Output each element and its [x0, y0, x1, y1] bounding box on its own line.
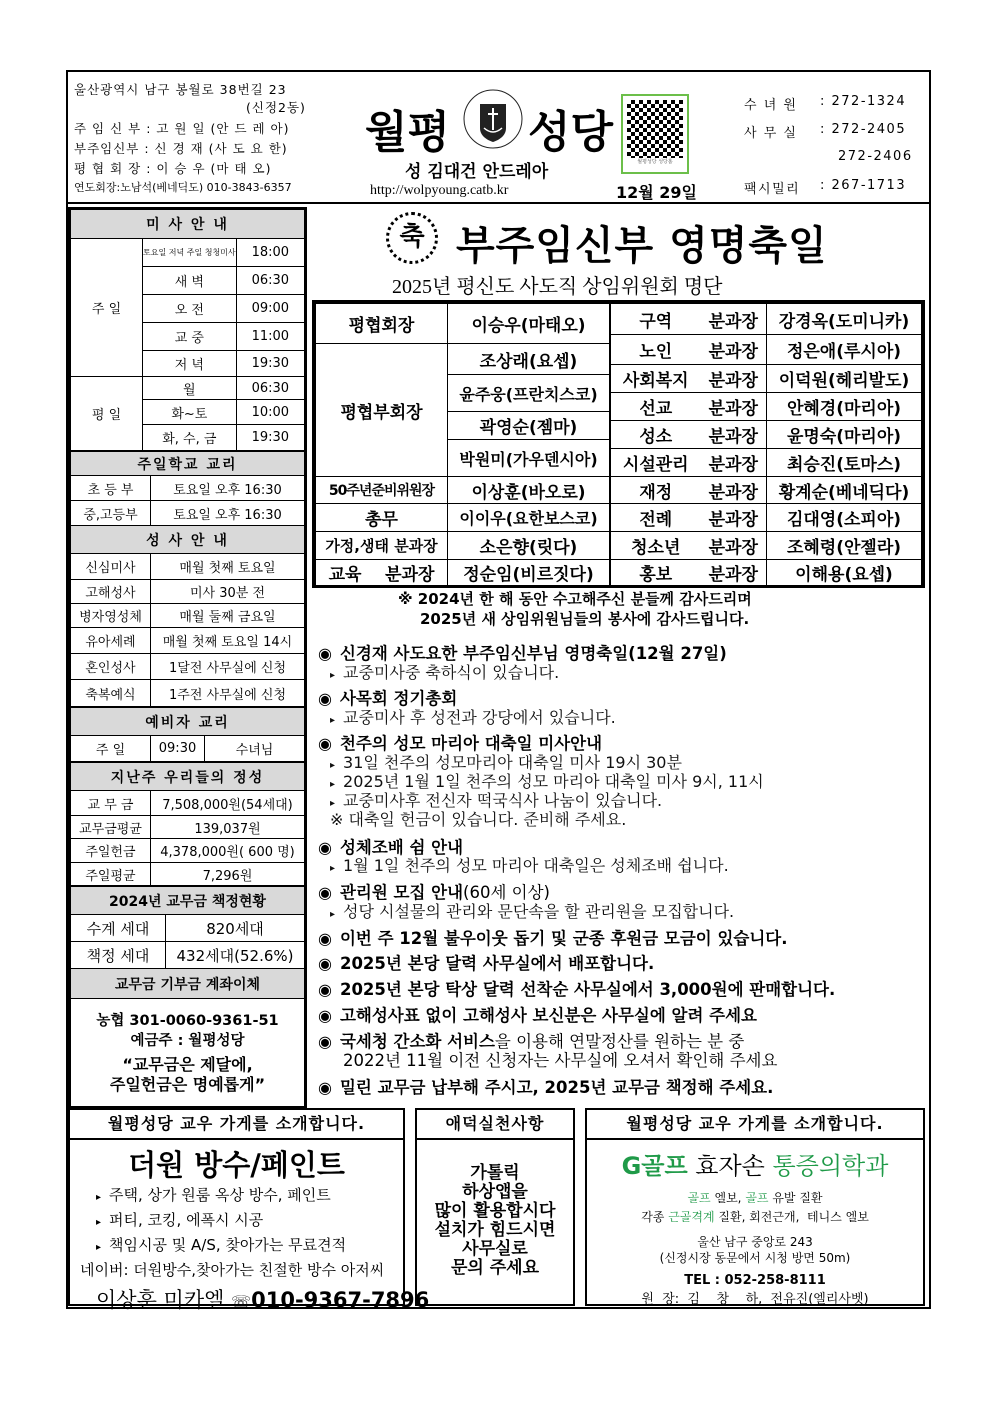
catechumen-heading: 예비자 교리: [71, 708, 305, 736]
church-name-right: 성당: [528, 107, 614, 158]
department-title: 분과장: [701, 532, 767, 560]
notice-title: 천주의 성모 마리아 대축일 미사안내: [339, 734, 603, 753]
committee-role: 평협부회장: [316, 344, 448, 477]
catechumen-day: 주 일: [71, 736, 151, 762]
notice-title: 성체조배 쉼 안내: [339, 838, 464, 857]
notice-continuation: 2022년 11월 이전 신청자는 사무실에 오셔서 확인해 주세요: [343, 1051, 778, 1070]
notice-detail-text: 교중미사 후 성전과 강당에서 있습니다.: [343, 708, 616, 727]
committee-departments: [610, 303, 922, 585]
clinic-name-c: 통증의학과: [772, 1152, 889, 1180]
shop-ad-2: [585, 1108, 925, 1306]
committee-member: 이이우(요한보스코): [448, 504, 610, 532]
department-head: 이해용(요셉): [767, 560, 922, 586]
charity-box: [415, 1108, 575, 1306]
charity-heading: 애덕실천사항: [417, 1110, 573, 1140]
clinic-text: 질환, 회전근개, 테니스 엘보: [718, 1210, 869, 1224]
charity-line: 설치가 힘드시면: [434, 1220, 556, 1240]
clinic-name-b: 효자손: [695, 1152, 765, 1180]
department-title: 분과장: [701, 560, 767, 586]
sacrament-info: 매월 첫째 토요일 14시: [151, 628, 305, 654]
notice-detail-text: 31일 천주의 성모마리아 대축일 미사 19시 30분: [343, 753, 682, 772]
phone-office-2: 272-2406: [838, 149, 913, 164]
department-title: 분과장: [701, 304, 767, 335]
celebrate-glyph: 축: [399, 222, 425, 252]
page-title: 부주임신부 영명축일: [456, 223, 828, 269]
mass-name: 교 중: [143, 323, 237, 351]
committee-member: 이승우(마태오): [448, 304, 610, 344]
website-link[interactable]: http://wolpyoung.catb.kr: [370, 183, 509, 198]
bullet-icon: ◉: [318, 1006, 332, 1025]
committee-member: 곽영순(젬마): [448, 412, 610, 440]
qr-caption: 월평성당 성당홈: [637, 159, 673, 165]
account-info: [71, 999, 305, 1107]
sacrament-name: 고해성사: [71, 580, 151, 604]
department-row: [611, 393, 922, 421]
clinic-text: 근골격계: [668, 1210, 715, 1224]
mass-time: 11:00: [236, 323, 304, 351]
pledge-value: 820세대: [166, 915, 305, 942]
charity-line: 문의 주세요: [450, 1258, 540, 1278]
mass-name: 저 녁: [143, 351, 237, 377]
department-head: 이덕원(헤리발도): [767, 365, 922, 393]
offering-value: 4,378,000원( 600 명): [151, 839, 305, 863]
phone-convent-label: 수 녀 원: [744, 98, 798, 113]
notice-detail: [330, 807, 626, 830]
sacrament-info: 매월 첫째 토요일: [151, 554, 305, 580]
clinic-address-detail: (신정시장 동문에서 시청 방면 50m): [659, 1251, 851, 1265]
transfer-heading: 교무금 기부금 계좌이체: [71, 969, 305, 999]
notice-detail-text: 1월 1일 천주의 성모 마리아 대축일은 성체조배 쉽니다.: [343, 856, 729, 875]
offering-name: 교 무 금: [71, 791, 151, 816]
church-logo-icon: [462, 86, 524, 152]
department-row: [611, 421, 922, 449]
notice-title: 이번 주 12월 불우이웃 돕기 및 군종 후원금 모금이 있습니다.: [339, 929, 788, 948]
phone-icon: ☏: [231, 1292, 252, 1311]
mass-schedule-heading: 미 사 안 내: [71, 210, 305, 239]
sunday-label: 주 일: [71, 239, 143, 377]
offering-name: 주일헌금: [71, 839, 151, 863]
department-row: [611, 504, 922, 532]
notice-item: [318, 925, 788, 949]
department-table: [610, 303, 922, 586]
offering-name: 교무금평균: [71, 816, 151, 839]
bullet-icon: ◉: [318, 954, 332, 973]
department-row: [611, 449, 922, 477]
school-time: 토요일 오후 16:30: [151, 501, 305, 526]
department-head: 최승진(토마스): [767, 449, 922, 477]
department-head: 김대영(소피아): [767, 504, 922, 532]
catechumen-table: [70, 707, 305, 762]
department-title: 분과장: [701, 335, 767, 365]
department-name: 노인: [611, 335, 701, 365]
department-name: 전례: [611, 504, 701, 532]
sacrament-heading: 성 사 안 내: [71, 526, 305, 554]
shop-ad-1: [68, 1108, 430, 1312]
committee-member: 박원미(가우덴시아): [448, 440, 610, 477]
bullet-icon: ◉: [318, 838, 332, 857]
sacrament-info: 1주전 사무실에 신청: [151, 680, 305, 707]
arrow-icon: ▸: [330, 715, 336, 726]
arrow-icon: ▸: [330, 779, 336, 790]
department-row: [611, 532, 922, 560]
department-head: 안혜경(마리아): [767, 393, 922, 421]
sunday-school-heading: 주일학교 교리: [71, 452, 305, 476]
department-name: 청소년: [611, 532, 701, 560]
department-row: [611, 304, 922, 335]
clinic-address: 울산 남구 중앙로 243: [697, 1235, 813, 1249]
department-row: [611, 560, 922, 586]
offering-heading: 지난주 우리들의 정성: [71, 763, 305, 791]
mass-schedule-table: [70, 209, 305, 451]
bullet-icon: ◉: [318, 980, 332, 999]
catechumen-time: 09:30: [151, 736, 205, 762]
shop-ad-heading: 월평성당 교우 가게를 소개합니다.: [70, 1110, 403, 1140]
bullet-icon: ◉: [318, 929, 332, 948]
clinic-text: 골프: [745, 1191, 769, 1205]
notice-detail: [330, 899, 734, 922]
arrow-icon: ▸: [330, 863, 336, 874]
sacrament-name: 병자영성체: [71, 604, 151, 628]
mass-time: 19:30: [236, 351, 304, 377]
charity-line: 많이 활용합시다: [434, 1201, 556, 1221]
bullet-icon: ◉: [318, 689, 332, 708]
pledge-table: [70, 886, 305, 1107]
shop-owner: 이상훈 미카엘: [96, 1288, 225, 1312]
bullet-icon: ◉: [318, 1078, 332, 1097]
department-head: 조혜령(안젤라): [767, 532, 922, 560]
shop-service-text: 주택, 상가 원룸 옥상 방수, 페인트: [109, 1186, 331, 1204]
shop-service-text: 퍼티, 코킹, 에폭시 시공: [109, 1211, 264, 1229]
offering-table: [70, 762, 305, 886]
sacrament-name: 유아세례: [71, 628, 151, 654]
mass-name: 월: [143, 377, 237, 400]
committee-member: 이상훈(바오로): [448, 477, 610, 504]
offering-value: 139,037원: [151, 816, 305, 839]
mass-time: 18:00: [236, 239, 304, 267]
committee-role: 평협회장: [316, 304, 448, 344]
shop-service-text: 책임시공 및 A/S, 찾아가는 무료견적: [109, 1236, 347, 1254]
clinic-text: 엘보,: [714, 1191, 742, 1205]
address-district: (신정2동): [246, 100, 306, 115]
notice-item: [318, 976, 835, 1000]
mass-time: 10:00: [236, 400, 304, 425]
arrow-icon: ▸: [96, 1217, 102, 1228]
mass-name: 화~토: [143, 400, 237, 425]
left-info-column: [68, 207, 307, 1109]
department-name: 홍보: [611, 560, 701, 586]
offering-name: 주일평균: [71, 863, 151, 886]
notice-title: 고해성사표 없이 고해성사 보신분은 사무실에 알려 주세요: [339, 1006, 757, 1025]
mass-name: 토요일 저녁 주일 청청미사: [143, 239, 237, 267]
sacrament-info: 1달전 사무실에 신청: [151, 654, 305, 680]
notice-title: 국세청 간소화 서비스: [339, 1032, 495, 1051]
bullet-icon: ◉: [318, 883, 332, 902]
address: 울산광역시 남구 봉월로 38번길 23: [74, 82, 287, 97]
committee-officers: [315, 303, 610, 586]
sacrament-info: 미사 30분 전: [151, 580, 305, 604]
shop-service: [96, 1184, 403, 1209]
clinic-text: 유발 질환: [772, 1191, 823, 1205]
department-head: 황계순(베네딕다): [767, 477, 922, 504]
mass-time: 06:30: [236, 267, 304, 295]
notice-title: 밀린 교무금 납부해 주시고, 2025년 교무금 책정해 주세요.: [339, 1078, 774, 1097]
shop-service: [96, 1234, 403, 1259]
department-head: 윤명숙(마리아): [767, 421, 922, 449]
phone-office: : 272-2405: [820, 122, 907, 137]
catechumen-teacher: 수녀님: [205, 736, 305, 762]
offering-value: 7,296원: [151, 863, 305, 886]
notice-note: (60세 이상): [463, 883, 550, 902]
notice-detail-text: 교중미사중 축하식이 있습니다.: [343, 663, 560, 682]
slogan-line-1: “교무금은 제달에,: [122, 1054, 253, 1074]
mass-name: 오 전: [143, 295, 237, 323]
school-grade: 중,고등부: [71, 501, 151, 526]
department-name: 선교: [611, 393, 701, 421]
clinic-phone: TEL : 052-258-8111: [684, 1273, 826, 1288]
account-holder: 예금주 : 월평성당: [130, 1032, 245, 1049]
notice-title: 2025년 본당 달력 사무실에서 배포합니다.: [339, 954, 655, 973]
fax-label: 팩시밀리: [744, 182, 801, 197]
offering-value: 7,508,000원(54세대): [151, 791, 305, 816]
charity-line: 사무실로: [462, 1239, 528, 1259]
notice-detail-text: ※ 대축일 헌금이 있습니다. 준비해 주세요.: [330, 810, 627, 829]
arrow-icon: ▸: [330, 760, 336, 771]
charity-line: 하상앱을: [462, 1182, 528, 1202]
pledge-heading: 2024년 교무금 책정현황: [71, 887, 305, 915]
clinic-text: 각종: [641, 1210, 665, 1224]
notice-detail-text: 성당 시설물의 관리와 문단속을 할 관리원을 모집합니다.: [343, 902, 735, 921]
committee-role: 교육 분과장: [316, 560, 448, 586]
shop-naver: 네이버: 더원방수,찾아가는 친절한 방수 아저씨: [80, 1261, 385, 1279]
bullet-icon: ◉: [318, 734, 332, 753]
charity-line: 가톨릭: [470, 1163, 520, 1183]
department-title: 분과장: [701, 504, 767, 532]
notice-detail: [330, 853, 729, 876]
shop-ad-heading: 월평성당 교우 가게를 소개합니다.: [587, 1110, 923, 1140]
department-row: [611, 477, 922, 504]
committee-member: 윤주웅(프란치스코): [448, 375, 610, 412]
notice-title: 사목회 정기총회: [339, 689, 458, 708]
celebration-wreath-icon: [386, 212, 438, 264]
bullet-icon: ◉: [318, 644, 332, 663]
committee-role: 가정,생태 분과장: [316, 532, 448, 560]
committee-member: 소은향(릿다): [448, 532, 610, 560]
qr-code[interactable]: [621, 94, 689, 174]
church-name-left: 월평: [365, 107, 451, 158]
notice-title: 2025년 본당 탁상 달력 선착순 사무실에서 3,000원에 판매합니다.: [339, 980, 836, 999]
fax-number: : 267-1713: [820, 178, 907, 193]
arrow-icon: ▸: [96, 1192, 102, 1203]
clinic-name-a: G골프: [621, 1152, 688, 1180]
thanks-line-1: ※ 2024년 한 해 동안 수고해주신 분들께 감사드리며: [398, 590, 752, 608]
school-time: 토요일 오후 16:30: [151, 476, 305, 501]
notice-text: 을 이용해 연말정산를 원하는 분 중: [494, 1032, 745, 1051]
slogan-line-2: 주일헌금은 명예롭게”: [109, 1074, 266, 1094]
patron-saint: 성 김대건 안드레아: [405, 162, 549, 182]
account-number: 농협 301-0060-9361-51: [96, 1012, 279, 1029]
notice-title: 관리원 모집 안내: [339, 883, 464, 902]
mass-name: 새 벽: [143, 267, 237, 295]
header-divider: [66, 202, 931, 204]
charity-text: [417, 1164, 573, 1278]
bullet-icon: ◉: [318, 1032, 332, 1051]
arrow-icon: ▸: [330, 798, 336, 809]
department-name: 구역: [611, 304, 701, 335]
committee-role: 총무: [316, 504, 448, 532]
shop-service: [96, 1209, 403, 1234]
thanks-line-2: 2025년 새 상임위원님들의 봉사에 감사드립니다.: [420, 610, 750, 628]
department-title: 분과장: [701, 393, 767, 421]
council-president: 평 협 회 장 : 이 승 우 (마 태 오): [74, 161, 272, 176]
pledge-name: 수계 세대: [71, 915, 166, 942]
sunday-school-table: [70, 451, 305, 707]
notice-detail-text: 2025년 1월 1일 천주의 성모 마리아 대축일 미사 9시, 11시: [343, 772, 764, 791]
phone-convent: : 272-1324: [820, 94, 907, 109]
notice-item: [318, 1002, 757, 1026]
notice-detail: [330, 705, 616, 728]
clinic-text: 골프: [687, 1191, 711, 1205]
notice-title: 신경재 사도요한 부주임신부님 영명축일(12월 27일): [339, 644, 727, 663]
clinic-director: 원 장: 김 창 하, 전유진(엘리사벳): [641, 1292, 869, 1307]
arrow-icon: ▸: [96, 1242, 102, 1253]
department-head: 정은애(루시아): [767, 335, 922, 365]
assistant-pastor: 부주임신부 : 신 경 재 (사 도 요 한): [74, 141, 288, 156]
weekday-label: 평 일: [71, 377, 143, 451]
mass-name: 화, 수, 금: [143, 425, 237, 451]
notice-item: [318, 950, 654, 974]
sacrament-name: 신심미사: [71, 554, 151, 580]
sacrament-info: 매월 둘째 금요일: [151, 604, 305, 628]
department-name: 시설관리: [611, 449, 701, 477]
committee-role: 50주년준비위원장: [316, 477, 448, 504]
qr-pattern: [627, 100, 683, 158]
arrow-icon: ▸: [330, 909, 336, 920]
phone-office-label: 사 무 실: [744, 126, 798, 141]
department-title: 분과장: [701, 421, 767, 449]
notice-item: [318, 1074, 773, 1098]
department-title: 분과장: [701, 365, 767, 393]
sacrament-name: 혼인성사: [71, 654, 151, 680]
department-name: 재정: [611, 477, 701, 504]
mass-time: 19:30: [236, 425, 304, 451]
department-head: 강경옥(도미니카): [767, 304, 922, 335]
department-title: 분과장: [701, 477, 767, 504]
pledge-name: 책정 세대: [71, 942, 166, 969]
mass-time: 06:30: [236, 377, 304, 400]
shop-phone: 010-9367-7896: [251, 1288, 430, 1312]
bulletin-date: 12월 29일: [616, 183, 698, 202]
department-row: [611, 365, 922, 393]
pledge-value: 432세대(52.6%): [166, 942, 305, 969]
department-title: 분과장: [701, 449, 767, 477]
mass-time: 09:00: [236, 295, 304, 323]
notice-detail: [330, 660, 559, 683]
sacrament-name: 축복예식: [71, 680, 151, 707]
school-grade: 초 등 부: [71, 476, 151, 501]
shop-name: 더원 방수/페인트: [128, 1148, 345, 1182]
department-name: 성소: [611, 421, 701, 449]
committee-table: [312, 300, 925, 588]
committee-subtitle: 2025년 평신도 사도직 상임위원회 명단: [392, 276, 723, 298]
pastor: 주 임 신 부 : 고 원 일 (안 드 레 아): [74, 121, 290, 136]
elder-contact: 연도회장:노남석(베네딕도) 010-3843-6357: [74, 181, 292, 194]
arrow-icon: ▸: [330, 670, 336, 681]
committee-member: 정순임(비르짓다): [448, 560, 610, 586]
department-row: [611, 335, 922, 365]
committee-member: 조상래(요셉): [448, 344, 610, 375]
department-name: 사회복지: [611, 365, 701, 393]
notice-detail-text: 교중미사후 전신자 떡국식사 나눔이 있습니다.: [343, 791, 663, 810]
